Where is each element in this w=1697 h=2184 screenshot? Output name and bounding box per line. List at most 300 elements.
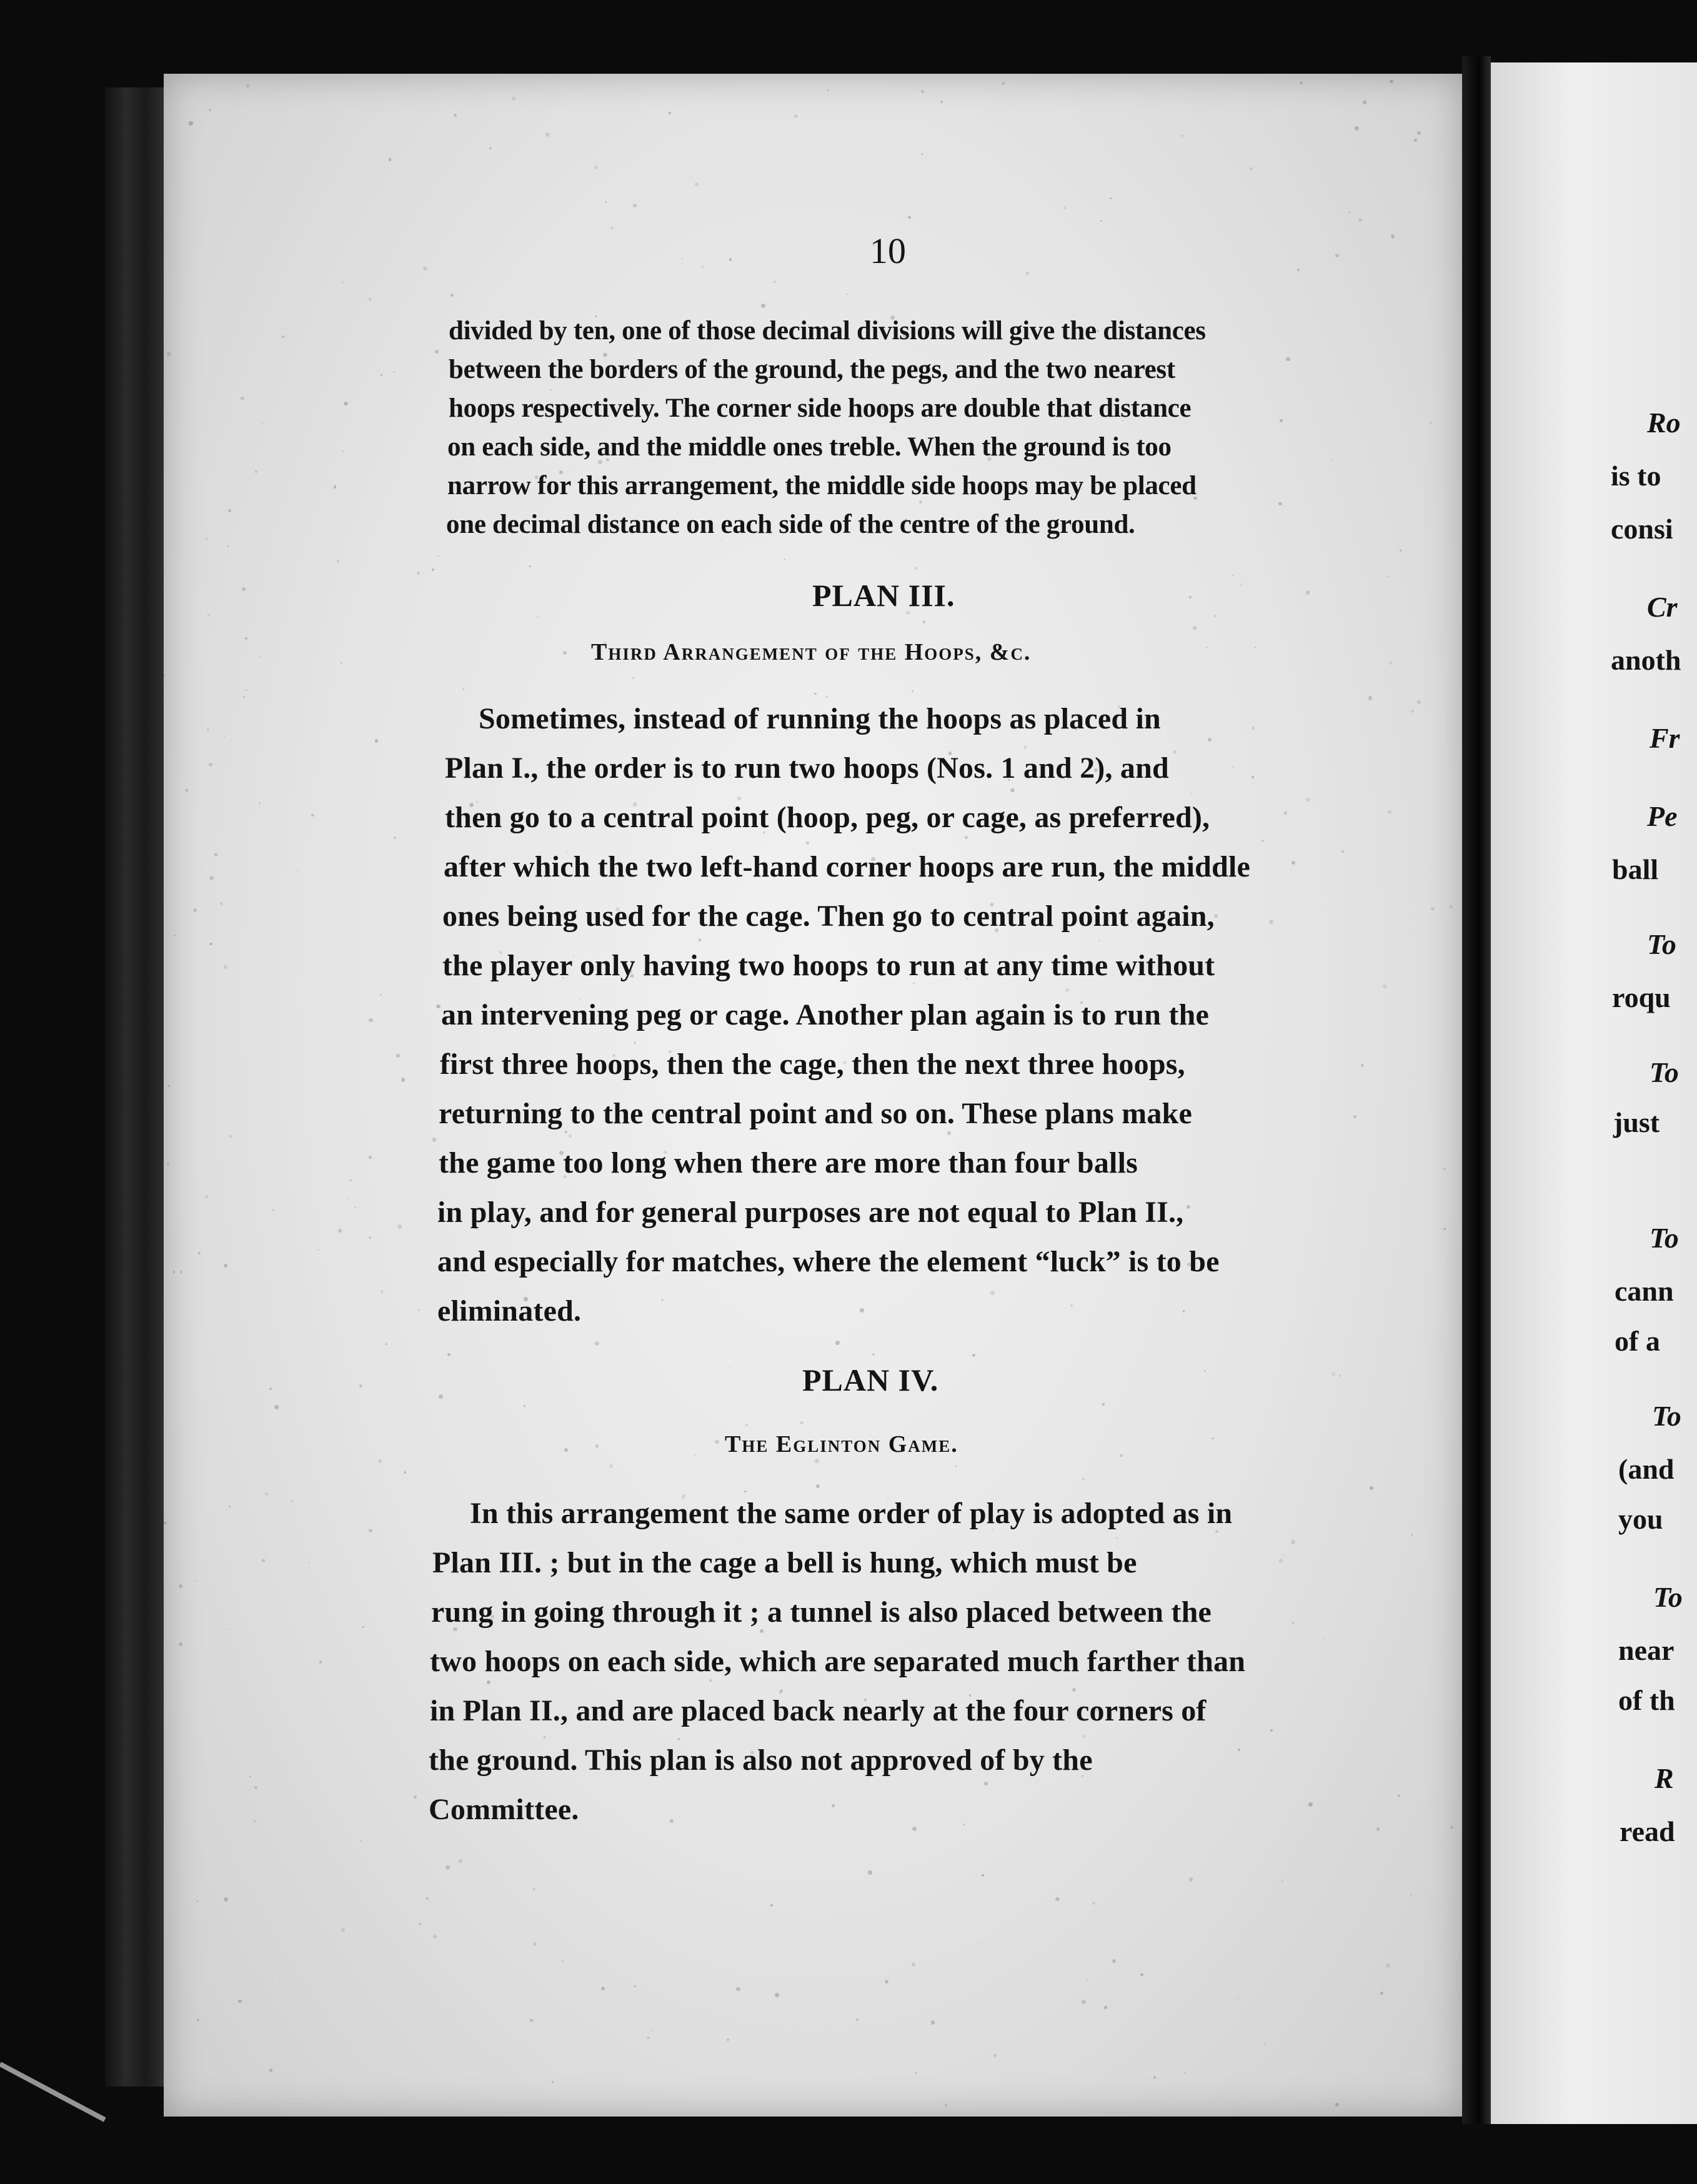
paper-speck <box>846 294 848 295</box>
paper-speck <box>912 690 913 692</box>
paper-speck <box>1341 850 1344 853</box>
paper-speck <box>262 422 263 424</box>
paper-speck <box>1252 776 1254 778</box>
paper-speck <box>530 2019 532 2022</box>
right-page-fragment: Cr <box>1647 591 1678 623</box>
paper-speck <box>1110 197 1112 199</box>
paper-speck <box>1291 1540 1295 1544</box>
paper-speck <box>835 1341 839 1344</box>
paper-speck <box>189 121 192 125</box>
paper-speck <box>1262 840 1264 842</box>
paper-speck <box>337 560 339 562</box>
plan-3-heading: PLAN III. <box>812 578 955 613</box>
paper-speck <box>445 1865 449 1869</box>
plan-3-subheading: Third Arrangement of the Hoops, &c. <box>591 639 1032 665</box>
paper-speck <box>694 1454 696 1456</box>
paper-speck <box>1232 767 1233 768</box>
paper-speck <box>308 1562 310 1564</box>
paper-speck <box>1308 1802 1313 1807</box>
paper-speck <box>369 1156 372 1159</box>
paper-speck <box>1386 1963 1390 1968</box>
paper-speck <box>544 1736 546 1739</box>
paper-speck <box>815 1459 819 1463</box>
paper-speck <box>269 1387 272 1390</box>
right-page-fragment: To <box>1652 1400 1681 1432</box>
paper-speck <box>800 1421 803 1424</box>
right-page-fragment: just <box>1613 1106 1660 1138</box>
plan-3-line: Sometimes, instead of running the hoops as placed in <box>479 702 1161 735</box>
paper-speck <box>915 567 918 570</box>
paper-speck <box>1361 1064 1364 1067</box>
paper-speck <box>173 1271 176 1273</box>
paper-speck <box>375 739 378 742</box>
paper-speck <box>381 1290 383 1293</box>
paper-speck <box>338 1229 342 1233</box>
paper-speck <box>1140 1973 1143 1976</box>
paper-speck <box>564 1448 568 1452</box>
paper-speck <box>220 902 223 905</box>
paper-speck <box>1232 575 1233 576</box>
paper-speck <box>1335 254 1339 257</box>
paper-speck <box>832 1804 835 1807</box>
paper-speck <box>512 97 515 101</box>
right-page-fragment: Pe <box>1647 800 1678 832</box>
paper-speck <box>432 568 435 572</box>
paper-speck <box>550 389 551 390</box>
paper-speck <box>404 1471 406 1473</box>
paper-speck <box>1414 139 1417 142</box>
plan-4-line: In this arrangement the same order of play is adopted as in <box>470 1497 1233 1530</box>
paper-speck <box>761 304 765 308</box>
paper-speck <box>417 572 420 575</box>
paper-speck <box>670 1819 673 1822</box>
paper-speck <box>1184 2072 1186 2073</box>
paper-speck <box>1443 1168 1446 1170</box>
paper-speck <box>224 736 225 737</box>
paper-speck <box>931 2020 935 2025</box>
paper-speck <box>459 1859 462 1863</box>
right-page-fragment: To <box>1650 1056 1679 1088</box>
right-page-fragment: Ro <box>1647 407 1681 439</box>
paper-speck <box>695 182 699 186</box>
paper-speck <box>652 2030 654 2032</box>
paper-speck <box>1348 211 1351 214</box>
paper-speck <box>205 538 207 540</box>
paper-speck <box>826 696 828 698</box>
paper-speck <box>197 1900 199 1902</box>
paper-speck <box>533 1888 535 1890</box>
paper-speck <box>1189 596 1192 598</box>
page-number: 10 <box>870 231 906 271</box>
book-gutter <box>1462 56 1491 2124</box>
paper-speck <box>436 1005 440 1009</box>
paper-speck <box>601 1987 605 1990</box>
plan-3-line: eliminated. <box>437 1294 582 1328</box>
paper-speck <box>369 1018 372 1022</box>
paper-speck <box>1255 647 1256 648</box>
plan-3-line: in play, and for general purposes are not equal to Plan II., <box>437 1196 1184 1229</box>
paper-speck <box>856 2018 858 2021</box>
paper-speck <box>1026 272 1029 275</box>
paper-speck <box>1206 647 1208 649</box>
paper-speck <box>255 470 257 473</box>
paper-speck <box>246 84 249 87</box>
paper-speck <box>1431 907 1435 911</box>
paper-speck <box>1264 2043 1266 2045</box>
paper-speck <box>164 1522 166 1524</box>
paper-speck <box>229 1135 232 1138</box>
paper-speck <box>179 1642 182 1646</box>
paper-speck <box>381 374 382 375</box>
paper-speck <box>437 555 439 557</box>
paper-speck <box>947 1131 952 1136</box>
plan-4-line: the ground. This plan is also not approved of by the <box>429 1744 1093 1777</box>
paper-speck <box>1335 2103 1339 2107</box>
plan-3-line: Plan I., the order is to run two hoops (Nos. 1 and 2), and <box>445 752 1169 785</box>
paper-speck <box>1332 1372 1335 1376</box>
paper-speck <box>1112 1959 1116 1963</box>
paper-speck <box>940 101 943 103</box>
paper-speck <box>1173 750 1177 755</box>
paper-speck <box>1250 167 1252 170</box>
paper-speck <box>806 841 809 845</box>
paper-speck <box>605 201 607 203</box>
paper-speck <box>241 397 244 400</box>
paper-speck <box>533 1942 537 1946</box>
paper-speck <box>254 1820 256 1822</box>
paper-speck <box>194 1580 196 1582</box>
paper-speck <box>229 1506 231 1507</box>
paper-speck <box>379 1459 382 1463</box>
paper-speck <box>1279 1559 1283 1563</box>
paper-speck <box>814 693 817 695</box>
paper-speck <box>369 1236 371 1239</box>
paper-speck <box>311 814 314 817</box>
paper-speck <box>661 1299 664 1301</box>
paper-speck <box>827 89 829 91</box>
paper-speck <box>418 1309 419 1311</box>
paper-speck <box>207 614 210 617</box>
plan-4-line: rung in going through it ; a tunnel is also placed between the <box>431 1596 1212 1629</box>
paper-speck <box>1063 206 1067 209</box>
paper-speck <box>380 994 382 996</box>
paper-speck <box>984 1782 988 1785</box>
paper-speck <box>1306 590 1310 595</box>
paper-speck <box>647 2037 649 2039</box>
paper-speck <box>265 1492 268 1496</box>
plan-3-line: the player only having two hoops to run at any time without <box>442 949 1215 982</box>
paper-speck <box>369 298 371 300</box>
right-page-fragment: R <box>1655 1762 1674 1794</box>
intro-line: hoops respectively. The corner side hoops are double that distance <box>449 394 1192 423</box>
paper-speck <box>701 266 704 268</box>
paper-speck <box>993 2054 997 2057</box>
paper-speck <box>1368 696 1373 700</box>
paper-speck <box>209 876 214 880</box>
paper-speck <box>1183 1310 1185 1312</box>
paper-speck <box>915 2072 917 2073</box>
paper-speck <box>214 853 217 856</box>
paper-speck <box>168 1085 170 1087</box>
paper-speck <box>1280 419 1283 422</box>
paper-speck <box>1398 1795 1400 1797</box>
plan-3-line: after which the two left-hand corner hoops are run, the middle <box>444 850 1251 883</box>
paper-speck <box>699 938 701 941</box>
paper-speck <box>341 1458 342 1459</box>
paper-speck <box>1087 1979 1088 1980</box>
paper-speck <box>362 1626 365 1629</box>
paper-speck <box>224 1897 228 1902</box>
paper-speck <box>609 1464 613 1468</box>
paper-speck <box>414 1795 417 1799</box>
paper-speck <box>742 1539 744 1541</box>
paper-speck <box>207 728 210 732</box>
paper-speck <box>334 485 337 489</box>
plan-4-subheading: The Eglinton Game. <box>725 1431 958 1457</box>
paper-speck <box>1281 1880 1283 1882</box>
right-page-fragment: (and <box>1618 1453 1675 1485</box>
paper-speck <box>736 1987 740 1991</box>
paper-speck <box>342 450 344 452</box>
paper-speck <box>634 1985 637 1988</box>
paper-speck <box>760 1629 764 1633</box>
paper-speck <box>682 258 683 259</box>
paper-speck <box>611 227 614 229</box>
right-page-fragment: To <box>1650 1222 1679 1254</box>
intro-line: between the borders of the ground, the pegs, and the two nearest <box>449 355 1175 384</box>
paper-speck <box>1450 1826 1453 1829</box>
paper-speck <box>432 1138 437 1142</box>
paper-speck <box>1380 1992 1383 1995</box>
paper-speck <box>745 1424 747 1426</box>
paper-speck <box>238 2000 241 2003</box>
paper-speck <box>1370 1486 1373 1490</box>
paper-speck <box>341 1928 345 1932</box>
paper-speck <box>423 267 427 271</box>
paper-speck <box>396 1054 400 1058</box>
paper-speck <box>1191 793 1192 794</box>
paper-speck <box>1182 135 1183 137</box>
paper-speck <box>632 677 634 679</box>
paper-speck <box>565 1131 567 1133</box>
paper-speck <box>1240 583 1242 585</box>
paper-speck <box>1383 985 1386 988</box>
paper-speck <box>389 158 392 161</box>
paper-speck <box>259 802 261 804</box>
paper-speck <box>435 350 439 354</box>
right-page-fragment: To <box>1647 928 1676 960</box>
plan-3-line: then go to a central point (hoop, peg, or cage, as preferred), <box>445 801 1210 834</box>
paper-speck <box>1098 940 1100 941</box>
paper-speck <box>354 1206 356 1208</box>
paper-speck <box>977 1943 978 1944</box>
paper-speck <box>1023 745 1027 749</box>
right-page-fragment: near <box>1618 1634 1675 1666</box>
right-page-fragment: you <box>1618 1503 1663 1535</box>
paper-speck <box>282 335 284 338</box>
paper-speck <box>784 558 785 560</box>
paper-speck <box>393 371 395 373</box>
paper-speck <box>1353 1115 1356 1118</box>
paper-speck <box>1324 1639 1325 1640</box>
paper-speck <box>394 836 396 839</box>
paper-speck <box>262 1559 265 1562</box>
paper-speck <box>923 620 925 623</box>
paper-speck <box>794 114 798 119</box>
paper-speck <box>594 166 598 169</box>
paper-speck <box>633 204 637 207</box>
paper-speck <box>487 1680 491 1685</box>
paper-speck <box>1376 1827 1380 1831</box>
paper-speck <box>254 1786 257 1789</box>
paper-speck <box>462 688 464 690</box>
paper-speck <box>1417 131 1421 135</box>
paper-speck <box>249 1775 251 1777</box>
paper-speck <box>1238 1749 1241 1752</box>
paper-speck <box>963 1824 965 1825</box>
paper-speck <box>174 935 176 936</box>
paper-speck <box>1083 1735 1086 1738</box>
right-page-fragment: consi <box>1611 513 1673 545</box>
paper-speck <box>1187 1205 1190 1209</box>
paper-speck <box>1208 738 1212 742</box>
paper-speck <box>912 1962 916 1967</box>
paper-speck <box>1300 81 1303 84</box>
paper-speck <box>1390 80 1393 83</box>
paper-speck <box>167 352 171 356</box>
paper-speck <box>1193 626 1197 630</box>
paper-speck <box>318 1249 319 1251</box>
paper-speck <box>1450 905 1453 909</box>
paper-speck <box>545 132 550 137</box>
paper-speck <box>1284 812 1287 815</box>
plan-3-line: first three hoops, then the cage, then the next three hoops, <box>440 1048 1185 1081</box>
paper-speck <box>1411 710 1414 713</box>
paper-speck <box>259 656 260 657</box>
paper-speck <box>450 294 454 297</box>
paper-speck <box>180 1271 182 1273</box>
paper-speck <box>228 509 231 512</box>
paper-speck <box>1120 1454 1123 1457</box>
paper-speck <box>1430 422 1431 424</box>
paper-speck <box>908 216 911 219</box>
paper-speck <box>669 112 671 114</box>
paper-speck <box>1387 576 1388 577</box>
intro-line: on each side, and the middle ones treble. When the ground is too <box>447 432 1172 462</box>
paper-speck <box>990 1291 995 1295</box>
paper-speck <box>227 545 229 547</box>
paper-speck <box>774 280 776 283</box>
paper-speck <box>709 1679 712 1682</box>
plan-4-line: Plan III. ; but in the cage a bell is hung, which must be <box>432 1546 1137 1579</box>
paper-speck <box>893 427 895 429</box>
paper-speck <box>1363 101 1367 105</box>
paper-speck <box>1002 82 1005 85</box>
paper-speck <box>209 943 212 945</box>
paper-speck <box>342 282 344 284</box>
right-page-fragment: cann <box>1615 1275 1674 1307</box>
scan-artifact <box>0 2062 106 2122</box>
paper-speck <box>729 258 732 261</box>
paper-speck <box>1411 1534 1413 1535</box>
paper-speck <box>344 402 348 406</box>
paper-speck <box>563 651 567 655</box>
paper-speck <box>279 1978 281 1980</box>
paper-speck <box>1153 2076 1156 2078</box>
paper-speck <box>885 1980 888 1983</box>
paper-speck <box>359 1384 362 1387</box>
paper-speck <box>197 2018 199 2021</box>
plan-4-line: Committee. <box>429 1793 579 1826</box>
paper-speck <box>224 965 227 969</box>
plan-3-line: and especially for matches, where the element “luck” is to be <box>437 1245 1220 1278</box>
paper-speck <box>1252 727 1255 730</box>
paper-speck <box>775 1993 779 1997</box>
paper-speck <box>1010 788 1015 793</box>
plan-4-heading: PLAN IV. <box>802 1363 939 1397</box>
paper-speck <box>1355 126 1359 131</box>
paper-speck <box>965 836 968 839</box>
right-page-fragment: Fr <box>1650 722 1680 754</box>
paper-speck <box>1292 1622 1294 1624</box>
paper-speck <box>595 1341 599 1346</box>
paper-speck <box>1104 2006 1107 2009</box>
paper-speck <box>727 2038 729 2041</box>
paper-speck <box>209 109 211 111</box>
paper-speck <box>193 908 196 911</box>
paper-speck <box>1082 1478 1085 1481</box>
paper-speck <box>433 1935 437 1938</box>
paper-speck <box>198 1252 201 1254</box>
paper-speck <box>1417 700 1421 704</box>
plan-4-line: two hoops on each side, which are separated much farther than <box>430 1645 1246 1678</box>
paper-speck <box>1331 459 1333 460</box>
paper-speck <box>1116 1537 1118 1540</box>
paper-speck <box>186 789 188 792</box>
paper-speck <box>529 565 531 568</box>
paper-speck <box>1237 1998 1238 1999</box>
paper-speck <box>369 1529 372 1532</box>
paper-speck <box>1092 1902 1095 1905</box>
intro-line: narrow for this arrangement, the middle side hoops may be placed <box>447 471 1197 500</box>
paper-speck <box>1443 1228 1446 1231</box>
right-page-fragment: is to <box>1611 460 1661 492</box>
paper-speck <box>634 1041 637 1045</box>
paper-speck <box>243 696 245 698</box>
paper-speck <box>744 1491 747 1493</box>
paper-speck <box>1389 662 1392 665</box>
paper-speck <box>1055 1897 1059 1901</box>
paper-speck <box>164 675 165 676</box>
paper-speck <box>242 587 246 591</box>
paper-speck <box>1339 1374 1341 1376</box>
right-page-fragment: To <box>1653 1581 1683 1613</box>
paper-speck <box>454 114 457 117</box>
paper-speck <box>167 1163 169 1166</box>
paper-speck <box>552 2081 554 2083</box>
paper-speck <box>1212 1437 1213 1439</box>
paper-speck <box>524 1405 525 1407</box>
paper-speck <box>401 1078 406 1082</box>
paper-speck <box>1270 1729 1273 1732</box>
paper-speck <box>489 147 491 149</box>
right-page-fragment: ball <box>1612 853 1659 885</box>
paper-speck <box>537 616 539 618</box>
paper-speck <box>1306 798 1310 802</box>
paper-speck <box>439 1394 443 1399</box>
paper-speck <box>1204 1370 1206 1372</box>
paper-speck <box>972 1354 976 1358</box>
